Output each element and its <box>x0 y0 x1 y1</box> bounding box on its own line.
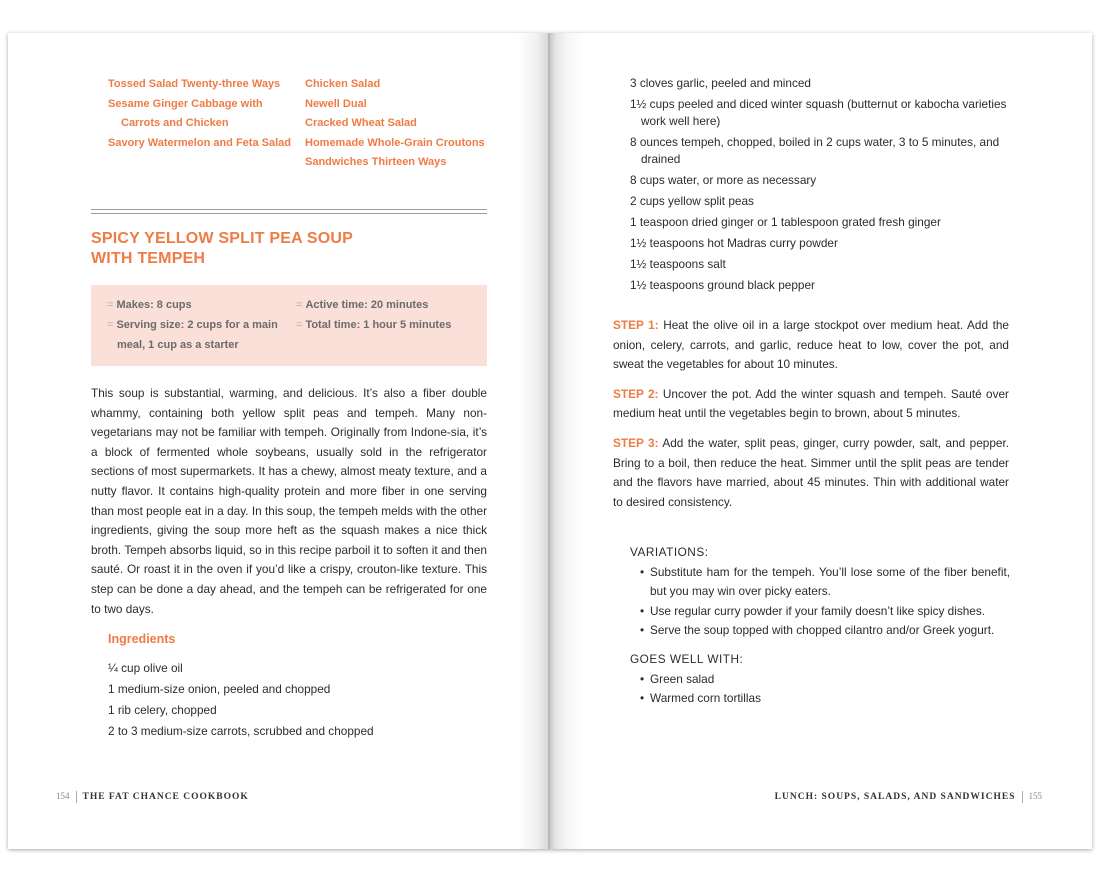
related-recipe: Sesame Ginger Cabbage with Carrots and Chicken <box>108 97 263 130</box>
related-recipe: Chicken Salad <box>305 78 381 90</box>
recipe-steps <box>613 316 1009 522</box>
ingredient: 1½ teaspoons salt <box>630 257 726 271</box>
open-book <box>8 33 1092 849</box>
ingredients-list <box>108 658 488 742</box>
ingredient: 3 cloves garlic, peeled and minced <box>630 76 811 90</box>
left-footer <box>56 791 249 803</box>
makes-info: = Makes: 8 cups <box>107 299 192 311</box>
related-recipe: Sandwiches Thirteen Ways <box>305 156 447 169</box>
recipe-title-line2: WITH TEMPEH <box>91 250 206 267</box>
recipe-info-box <box>91 285 487 366</box>
ingredient: ¼ cup olive oil <box>108 661 183 675</box>
left-page <box>8 33 550 849</box>
step-1: STEP 1: Heat the olive oil in a large stockpot over medium heat. Add the onion, celery, carrots, and garlic, reduce heat to low, cover the pot, and sweat the vegetables for about 10 minutes. <box>613 318 1009 372</box>
step-2: STEP 2: Uncover the pot. Add the winter squash and tempeh. Sauté over medium heat until the vegetables begin to brown, about 5 minutes. <box>613 386 1009 421</box>
total-time-info: = Total time: 1 hour 5 minutes <box>296 319 452 331</box>
recipe-title-line1: SPICY YELLOW SPLIT PEA SOUP <box>91 230 354 247</box>
page-number: 154 <box>56 791 70 802</box>
goes-well-with-heading: GOES WELL WITH: <box>630 651 744 666</box>
book-title: THE FAT CHANCE COOKBOOK <box>82 792 249 803</box>
related-recipes-col2 <box>305 75 490 173</box>
step-3: STEP 3: Add the water, split peas, ginger, curry powder, salt, and pepper. Bring to a boil, then reduce the heat. Simmer until the split peas are tender and the flavors have married, about 45 minutes. Thin with additional water to desired consistency. <box>613 435 1009 509</box>
ingredient: 2 cups yellow split peas <box>630 194 754 208</box>
related-recipe: Savory Watermelon and Feta Salad <box>108 136 291 149</box>
ingredient: 1½ teaspoons hot Madras curry powder <box>630 236 838 250</box>
right-page <box>550 33 1092 849</box>
related-recipe: Tossed Salad Twenty-three Ways <box>108 78 281 90</box>
pairing-item: • Green salad <box>630 670 1010 690</box>
active-time-info: = Active time: 20 minutes <box>296 299 429 311</box>
pairing-item: • Warmed corn tortillas <box>630 689 1010 709</box>
ingredient: 1½ teaspoons ground black pepper <box>630 278 815 292</box>
variations-heading: VARIATIONS: <box>630 545 709 559</box>
ingredient: 1 medium-size onion, peeled and chopped <box>108 682 331 696</box>
ingredient: 2 to 3 medium-size carrots, scrubbed and chopped <box>108 724 374 738</box>
recipe-intro: This soup is substantial, warming, and delicious. It’s also a fiber double whammy, containing both yellow split peas and tempeh. Many non-vegetarians may not be familiar with tempeh. Originally from Indone-sia, it’s a block of fermented whole soybeans, usually sold in the refrigerator sections of most supermarkets. It has a chewy, almost meaty texture, and a nutty flavor. It contains high-quality protein and more fiber in one serving than most people eat in a day. In this soup, the tempeh melds with the other ingredients, giving the soup more heft as the squash makes a nice thick broth. Tempeh absorbs liquid, so in this recipe parboil it to soften it and then sauté. Or roast it in the oven if you’d like a crispy, crouton-like texture. This step can be done a day ahead, and the tempeh can be refrigerated for one to two days. <box>91 386 487 616</box>
variation-item: • Use regular curry powder if your family doesn’t like spicy dishes. <box>630 602 1010 622</box>
variation-item: • Substitute ham for the tempeh. You’ll lose some of the fiber benefit, but you may win over picky eaters. <box>630 563 1010 602</box>
right-footer <box>775 791 1042 803</box>
ingredient: 1½ cups peeled and diced winter squash (butternut or kabocha varieties work well here) <box>630 97 1007 128</box>
ingredients-heading: Ingredients <box>108 632 176 646</box>
related-recipe: Newell Dual <box>305 97 367 110</box>
related-recipe: Cracked Wheat Salad <box>305 117 417 130</box>
goes-well-with <box>630 650 1010 709</box>
ingredient: 8 ounces tempeh, chopped, boiled in 2 cups water, 3 to 5 minutes, and drained <box>630 135 1000 166</box>
variations <box>630 543 1010 641</box>
chapter-title: LUNCH: SOUPS, SALADS, AND SANDWICHES <box>774 792 1016 803</box>
serving-info: = Serving size: 2 cups for a main meal, 1 cup as a starter <box>107 319 278 351</box>
page-number: 155 <box>1028 791 1042 802</box>
related-recipes-col1 <box>108 75 298 153</box>
section-divider <box>91 209 487 214</box>
variation-item: • Serve the soup topped with chopped cilantro and/or Greek yogurt. <box>630 621 1010 641</box>
recipe-title <box>91 229 487 269</box>
ingredients-list-continued <box>630 75 1030 298</box>
ingredient: 1 teaspoon dried ginger or 1 tablespoon grated fresh ginger <box>630 215 941 229</box>
ingredient: 1 rib celery, chopped <box>108 703 217 717</box>
recipe-extras <box>630 543 1010 718</box>
ingredient: 8 cups water, or more as necessary <box>630 173 817 187</box>
related-recipe: Homemade Whole-Grain Croutons <box>305 136 485 149</box>
